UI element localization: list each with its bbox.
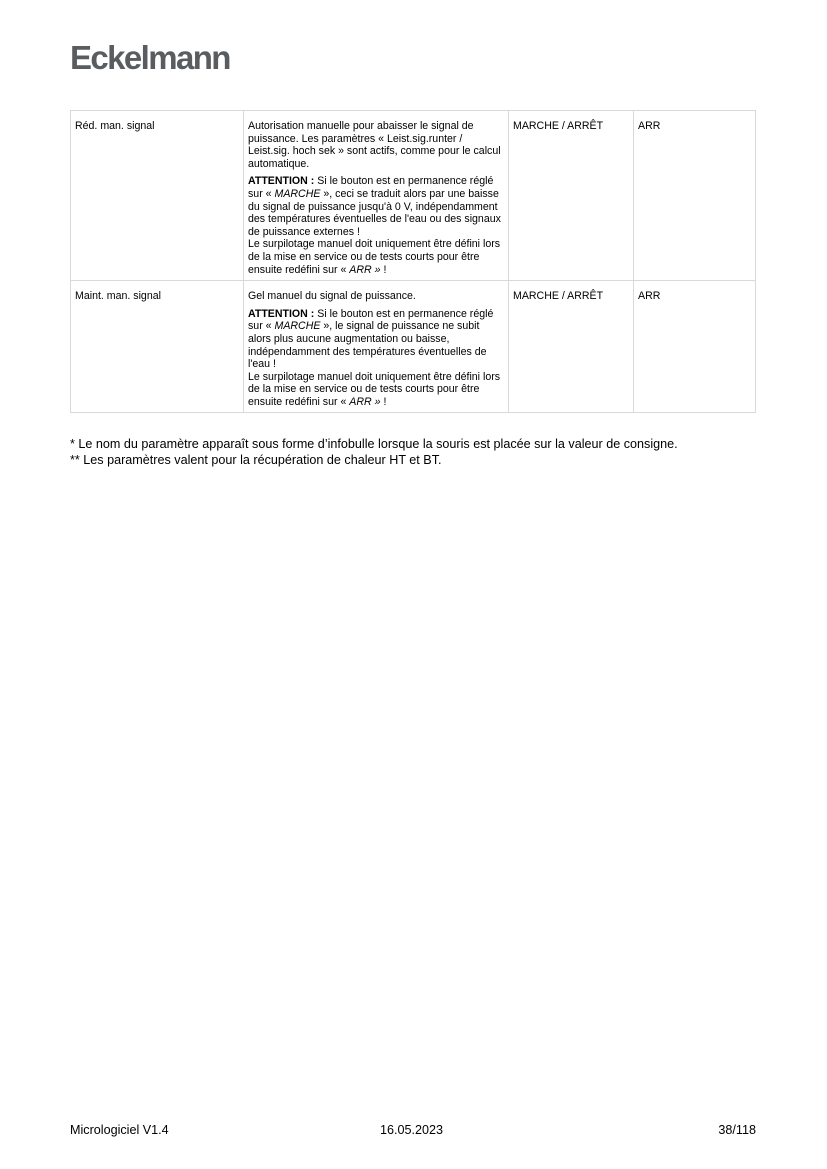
page-number: 38/118 xyxy=(718,1123,756,1137)
footnotes xyxy=(70,436,678,468)
table-row xyxy=(71,281,756,413)
table-row xyxy=(71,111,756,281)
warning-label: ATTENTION : xyxy=(248,175,315,188)
param-name: Réd. man. signal xyxy=(71,111,244,281)
page-footer xyxy=(70,1123,756,1139)
param-description xyxy=(244,281,509,413)
param-default: ARR xyxy=(634,111,756,281)
description-text: Gel manuel du signal de puissance. xyxy=(248,290,416,303)
param-range: MARCHE / ARRÊT xyxy=(509,281,634,413)
param-description xyxy=(244,111,509,281)
param-range: MARCHE / ARRÊT xyxy=(509,111,634,281)
param-default: ARR xyxy=(634,281,756,413)
param-name: Maint. man. signal xyxy=(71,281,244,413)
footer-date: 16.05.2023 xyxy=(380,1123,444,1137)
warning-text: ATTENTION : Si le bouton est en permanence réglé sur « MARCHE », le signal de puissance ne subit alors plus aucune augmentation ou baisse, indépendamment des températures éventuelles de l'eau ! Le surpilotage manuel doit uniquement être défini lors de la mise en service ou de tests courts pour être ensuite redéfini sur « ARR » ! xyxy=(248,307,501,408)
description-text: Autorisation manuelle pour abaisser le signal de puissance. Les paramètres « Leist.sig.runter / Leist.sig. hoch sek » sont actifs, comme pour le calcul automatique. xyxy=(248,120,501,170)
parameter-table xyxy=(70,110,756,413)
firmware-version: Micrologiciel V1.4 xyxy=(70,1123,169,1137)
warning-text: ATTENTION : Si le bouton est en permanence réglé sur « MARCHE », ceci se traduit alors par une baisse du signal de puissance jusqu'à 0 V, indépendamment des températures éventuelles de l'eau ou des signaux de puissance externes ! Le surpilotage manuel doit uniquement être défini lors de la mise en service ou de tests courts pour être ensuite redéfini sur « ARR » ! xyxy=(248,175,501,276)
eckelmann-logo: Eckelmann xyxy=(70,39,230,76)
warning-label: ATTENTION : xyxy=(248,307,315,320)
footnote-1: * Le nom du paramètre apparaît sous forme d’infobulle lorsque la souris est placée sur la valeur de consigne. xyxy=(70,437,678,451)
footnote-2: ** Les paramètres valent pour la récupération de chaleur HT et BT. xyxy=(70,453,442,467)
